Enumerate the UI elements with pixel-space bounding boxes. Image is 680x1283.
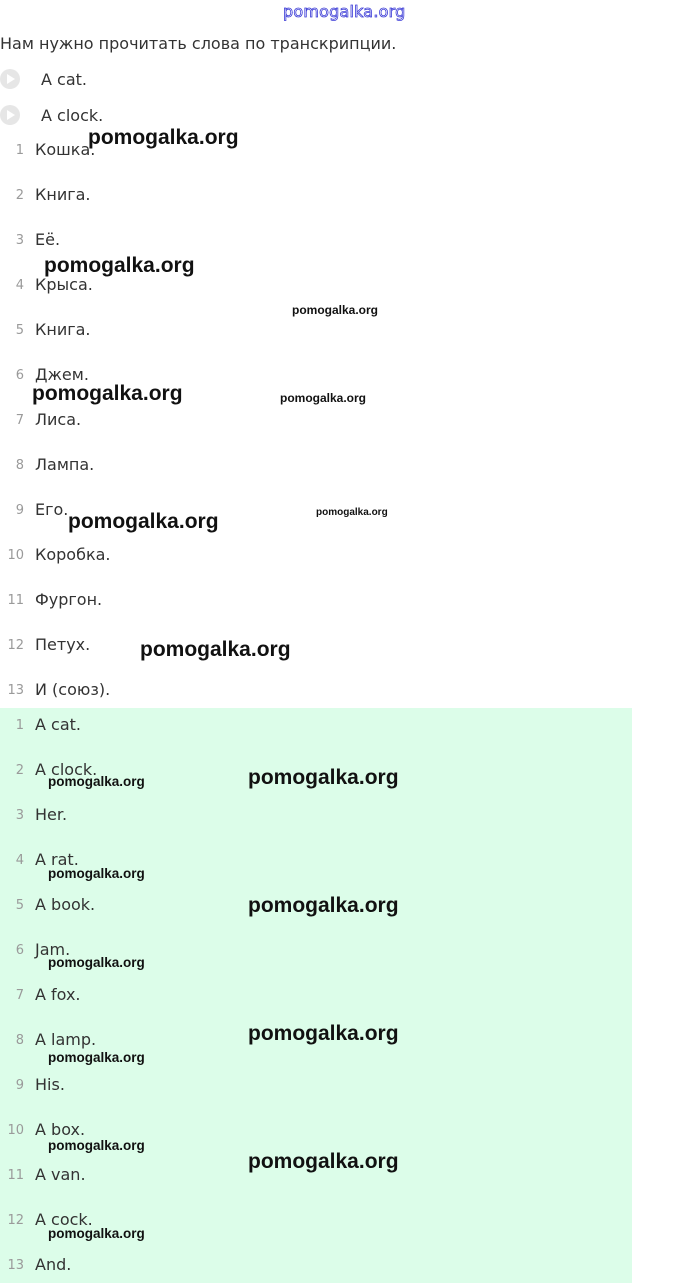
- item-number: 7: [15, 413, 24, 428]
- item-number: 4: [15, 853, 24, 868]
- item-number: 10: [7, 1123, 24, 1138]
- item-number: 8: [15, 1033, 24, 1048]
- watermark: pomogalka.org: [48, 1138, 145, 1153]
- item-number: 7: [15, 988, 24, 1003]
- item-number: 11: [7, 1168, 24, 1183]
- watermark: pomogalka.org: [44, 254, 195, 277]
- item-number: 2: [15, 763, 24, 778]
- audio-label: A clock.: [41, 105, 104, 125]
- item-number: 8: [15, 458, 24, 473]
- watermark: pomogalka.org: [48, 1226, 145, 1241]
- answer-panel: [0, 708, 632, 1283]
- answer-item: A clock.: [35, 760, 98, 779]
- list-item: Лампа.: [35, 455, 95, 474]
- answer-item: A box.: [35, 1120, 86, 1139]
- watermark: pomogalka.org: [248, 894, 399, 917]
- answer-item: A rat.: [35, 850, 79, 869]
- list-item: Кошка.: [35, 140, 96, 159]
- list-item: И (союз).: [35, 680, 111, 699]
- answer-item: Jam.: [35, 940, 71, 959]
- watermark: pomogalka.org: [48, 774, 145, 789]
- watermark: pomogalka.org: [32, 382, 183, 405]
- watermark: pomogalka.org: [68, 510, 219, 533]
- list-item: Фургон.: [35, 590, 103, 609]
- list-item: Его.: [35, 500, 69, 519]
- watermark: pomogalka.org: [140, 638, 291, 661]
- item-number: 9: [15, 1078, 24, 1093]
- item-number: 3: [15, 233, 24, 248]
- list-item: Лиса.: [35, 410, 82, 429]
- watermark: pomogalka.org: [48, 866, 145, 881]
- item-number: 2: [15, 188, 24, 203]
- answer-item: A lamp.: [35, 1030, 97, 1049]
- item-number: 6: [15, 943, 24, 958]
- audio-label: A cat.: [41, 69, 87, 89]
- list-item: Книга.: [35, 320, 91, 339]
- audio-item-clock[interactable]: [0, 103, 104, 127]
- answer-item: A book.: [35, 895, 96, 914]
- audio-item-cat[interactable]: [0, 67, 87, 91]
- play-icon[interactable]: [0, 69, 20, 89]
- item-number: 13: [7, 1258, 24, 1273]
- item-number: 6: [15, 368, 24, 383]
- answer-item: And.: [35, 1255, 72, 1274]
- site-logo[interactable]: pomogalka.org: [283, 2, 406, 21]
- list-item: Джем.: [35, 365, 89, 384]
- list-item: Её.: [35, 230, 61, 249]
- watermark: pomogalka.org: [248, 1150, 399, 1173]
- watermark: pomogalka.org: [316, 507, 388, 518]
- item-number: 9: [15, 503, 24, 518]
- answer-item: A cock.: [35, 1210, 93, 1229]
- answer-item: A cat.: [35, 715, 81, 734]
- answer-item: A van.: [35, 1165, 86, 1184]
- item-number: 4: [15, 278, 24, 293]
- watermark: pomogalka.org: [248, 1022, 399, 1045]
- task-instruction: Нам нужно прочитать слова по транскрипции.: [0, 34, 397, 53]
- item-number: 11: [7, 593, 24, 608]
- answer-item: A fox.: [35, 985, 81, 1004]
- play-icon[interactable]: [0, 105, 20, 125]
- list-item: Крыса.: [35, 275, 93, 294]
- list-item: Коробка.: [35, 545, 111, 564]
- watermark: pomogalka.org: [248, 766, 399, 789]
- answer-item: Her.: [35, 805, 68, 824]
- item-number: 12: [7, 638, 24, 653]
- watermark: pomogalka.org: [280, 391, 367, 405]
- item-number: 3: [15, 808, 24, 823]
- item-number: 5: [15, 898, 24, 913]
- watermark: pomogalka.org: [48, 955, 145, 970]
- item-number: 1: [15, 718, 24, 733]
- watermark: pomogalka.org: [88, 126, 239, 149]
- watermark: pomogalka.org: [292, 303, 379, 317]
- watermark: pomogalka.org: [48, 1050, 145, 1065]
- item-number: 1: [15, 143, 24, 158]
- item-number: 13: [7, 683, 24, 698]
- item-number: 12: [7, 1213, 24, 1228]
- answer-item: His.: [35, 1075, 65, 1094]
- list-item: Книга.: [35, 185, 91, 204]
- item-number: 10: [7, 548, 24, 563]
- list-item: Петух.: [35, 635, 91, 654]
- item-number: 5: [15, 323, 24, 338]
